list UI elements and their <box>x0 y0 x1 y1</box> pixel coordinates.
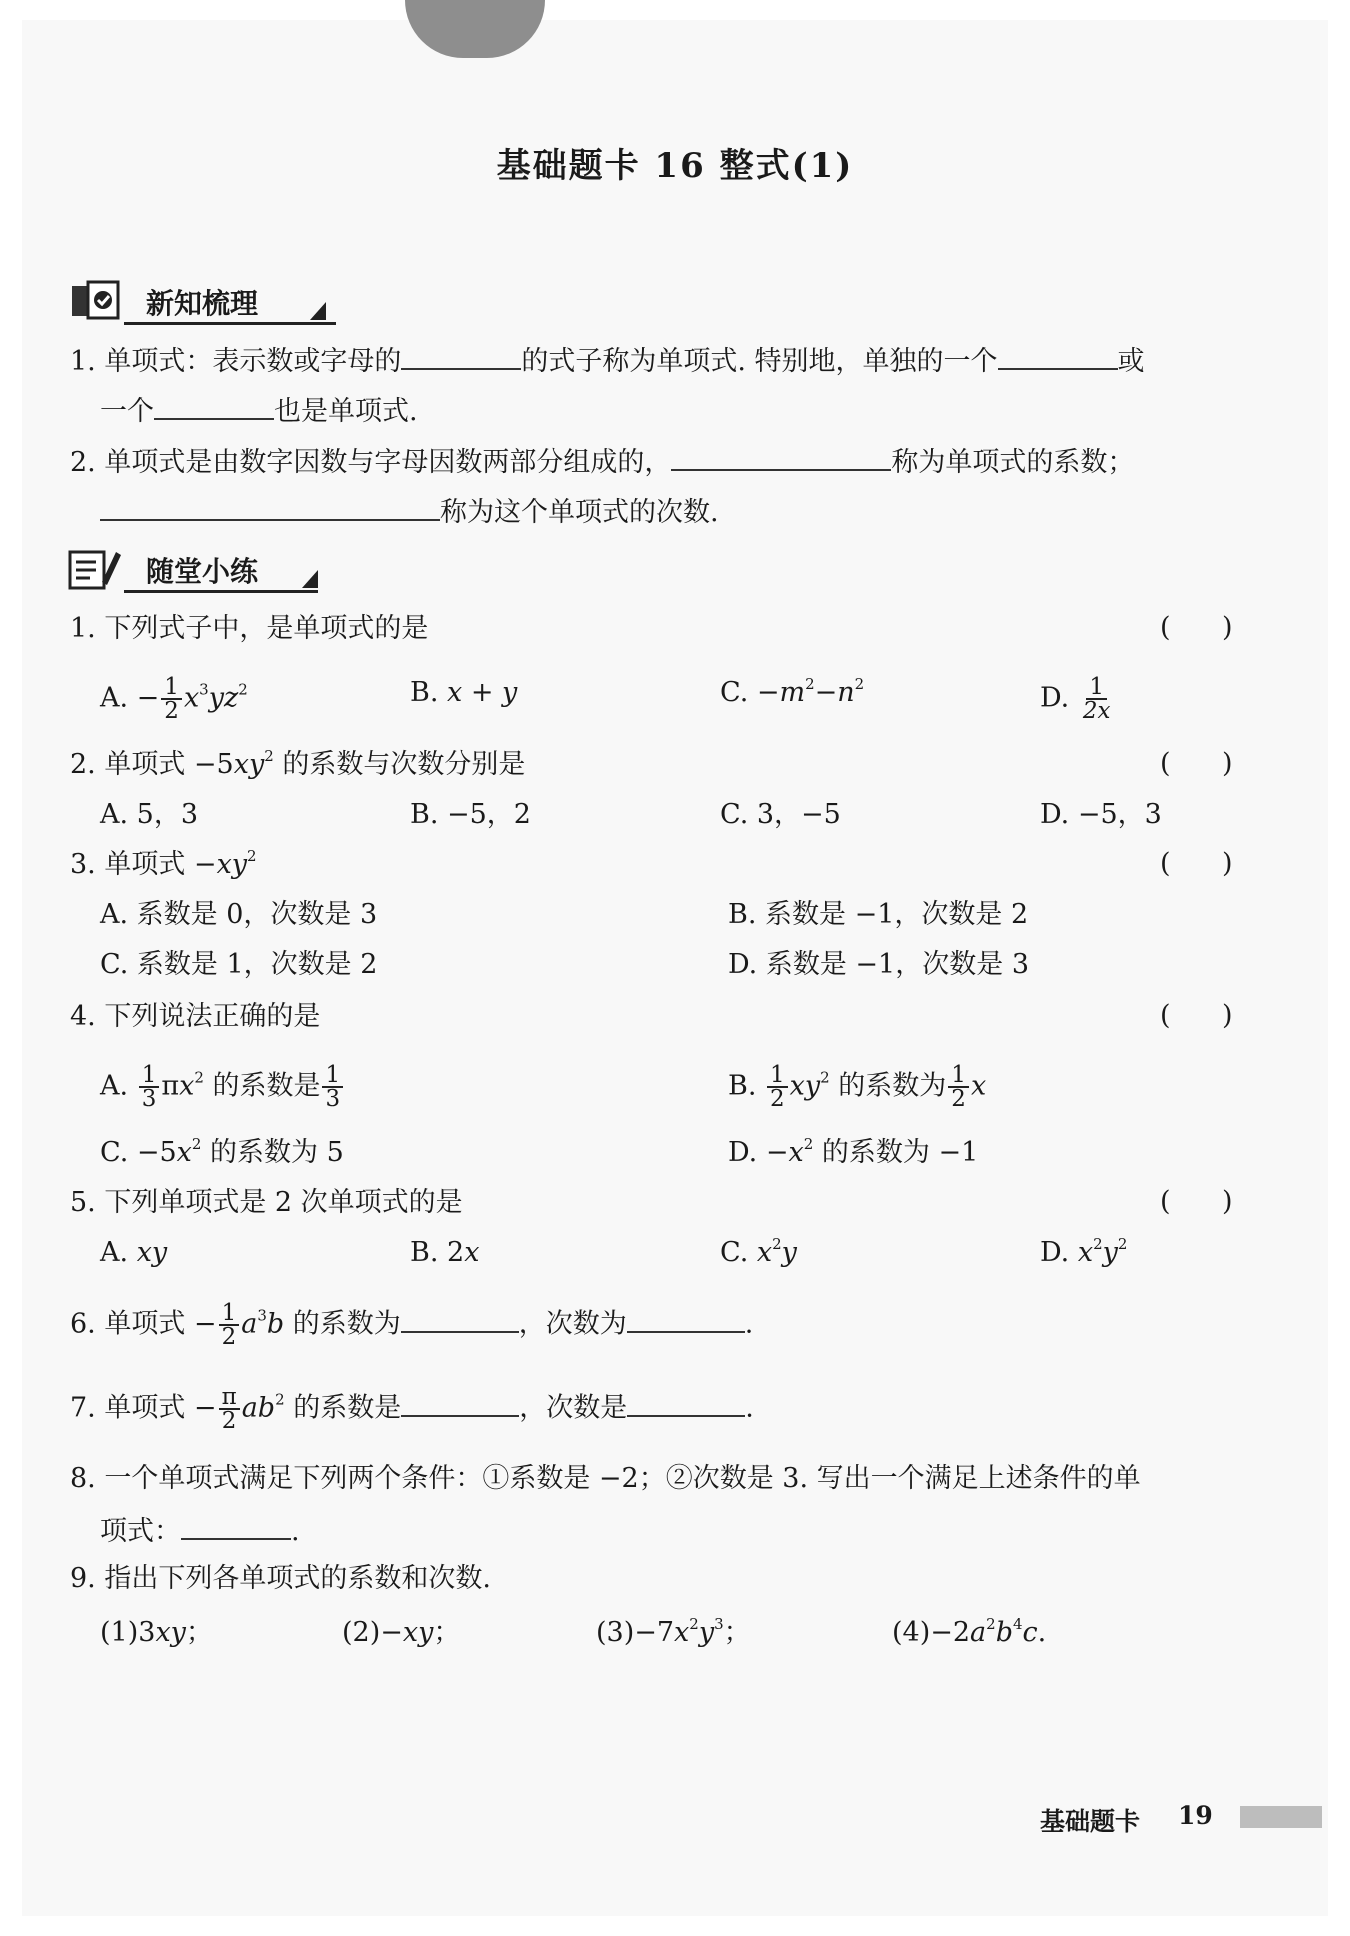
q2-option-a[interactable]: A. 5，3 <box>100 799 199 830</box>
notepad-pencil-icon <box>66 544 124 594</box>
footer-bar-decoration <box>1240 1806 1322 1828</box>
q5-option-a[interactable]: A. xy <box>100 1237 168 1268</box>
knowledge-q2-line1: 2. 单项式是由数字因数与字母因数两部分组成的， 称为单项式的系数； <box>70 443 1134 480</box>
answer-blank[interactable] <box>627 1305 745 1333</box>
q2-stem: 2. 单项式 $-5xy^2$ 的系数与次数分别是 <box>70 747 526 780</box>
q5-stem: 5. 下列单项式是 2 次单项式的是 <box>70 1187 463 1218</box>
q1-option-a[interactable]: A. − $\frac{1}{2}$ $x^3yz^2$ <box>100 674 248 724</box>
q3-option-c[interactable]: C. 系数是 1，次数是 2 <box>100 949 378 980</box>
answer-blank[interactable] <box>401 1389 519 1417</box>
q5-option-d[interactable]: D. $x^2y^2$ <box>1040 1235 1128 1268</box>
q9-stem: 9. 指出下列各单项式的系数和次数. <box>70 1563 491 1594</box>
section-header-knowledge <box>66 276 336 328</box>
q3-answer-paren[interactable]: ( ) <box>1160 848 1233 879</box>
q1-stem: 1. 下列式子中，是单项式的是 <box>70 613 429 644</box>
knowledge-q1-line2: 一个 也是单项式. <box>100 392 418 429</box>
q8-line2: 项式： . <box>100 1512 300 1549</box>
answer-blank[interactable] <box>401 342 521 370</box>
q4-option-c[interactable]: C. $-5x^2$ 的系数为 5 <box>100 1135 344 1168</box>
knowledge-q2-line2: 称为这个单项式的次数. <box>100 493 719 530</box>
q9-part-4: $(4)-2a^2b^4c$. <box>892 1615 1047 1648</box>
answer-blank[interactable] <box>671 443 891 471</box>
q3-option-d[interactable]: D. 系数是 −1，次数是 3 <box>728 949 1029 980</box>
section-underline <box>124 322 336 325</box>
answer-blank[interactable] <box>401 1305 519 1333</box>
q1-option-b[interactable]: B. x + y <box>410 677 518 708</box>
answer-blank[interactable] <box>181 1512 291 1540</box>
q4-stem: 4. 下列说法正确的是 <box>70 1001 321 1032</box>
q5-option-c[interactable]: C. $x^2y$ <box>720 1235 797 1268</box>
q4-option-b[interactable]: B. $\frac{1}{2}$ $xy^2$ 的系数为 $\frac{1}{2}$ x <box>728 1062 987 1112</box>
notebook-check-icon <box>66 276 124 326</box>
q8-line1: 8. 一个单项式满足下列两个条件：①系数是 −2；②次数是 3. 写出一个满足上述条件的单 <box>70 1463 1141 1494</box>
q4-answer-paren[interactable]: ( ) <box>1160 1000 1233 1031</box>
section-triangle-icon <box>310 302 326 320</box>
q1-answer-paren[interactable]: ( ) <box>1160 612 1233 643</box>
q3-option-b[interactable]: B. 系数是 −1，次数是 2 <box>728 899 1029 930</box>
q4-option-a[interactable]: A. $\frac{1}{3}$ $\pi x^2$ 的系数是 $\frac{1}{3}$ <box>100 1064 345 1110</box>
section-triangle-icon <box>302 570 318 588</box>
q9-part-3: $(3)-7x^2y^3$； <box>596 1615 751 1648</box>
answer-blank[interactable] <box>100 493 440 521</box>
section-underline <box>124 590 318 593</box>
section-label: 随堂小练 <box>146 555 259 588</box>
section-header-practice <box>66 544 336 596</box>
q7-line: 7. 单项式 − $\frac{\pi}{2}$ $ab^2$ 的系数是 ，次数是 . <box>70 1384 754 1434</box>
page-number: 19 <box>1178 1801 1213 1830</box>
answer-blank[interactable] <box>627 1389 745 1417</box>
section-label: 新知梳理 <box>146 287 259 320</box>
q3-option-a[interactable]: A. 系数是 0，次数是 3 <box>100 899 378 930</box>
answer-blank[interactable] <box>154 392 274 420</box>
q9-part-1: (1)3xy； <box>100 1617 213 1648</box>
q3-stem: 3. 单项式 $-xy^2$ <box>70 847 257 880</box>
q1-option-d[interactable]: D. $\frac{1}{2x}$ <box>1040 674 1111 724</box>
answer-blank[interactable] <box>998 342 1118 370</box>
q2-option-c[interactable]: C. 3，−5 <box>720 799 841 830</box>
q9-part-2: (2)−xy； <box>342 1617 461 1648</box>
q2-option-d[interactable]: D. −5，3 <box>1040 799 1162 830</box>
knowledge-q1-line1: 1. 单项式：表示数或字母的 的式子称为单项式. 特别地，单独的一个 或 <box>70 342 1145 379</box>
q5-answer-paren[interactable]: ( ) <box>1160 1186 1233 1217</box>
q4-option-d[interactable]: D. $-x^2$ 的系数为 −1 <box>728 1135 979 1168</box>
page-title: 基础题卡 16 整式(1) <box>496 146 854 186</box>
q1-option-c[interactable]: C. $-m^2-n^2$ <box>720 675 865 708</box>
q2-option-b[interactable]: B. −5，2 <box>410 799 531 830</box>
footer-label: 基础题卡 <box>1040 1807 1141 1836</box>
q2-answer-paren[interactable]: ( ) <box>1160 748 1233 779</box>
q6-line: 6. 单项式 − $\frac{1}{2}$ $a^3b$ 的系数为 ，次数为 . <box>70 1300 754 1350</box>
q5-option-b[interactable]: B. 2x <box>410 1237 480 1268</box>
